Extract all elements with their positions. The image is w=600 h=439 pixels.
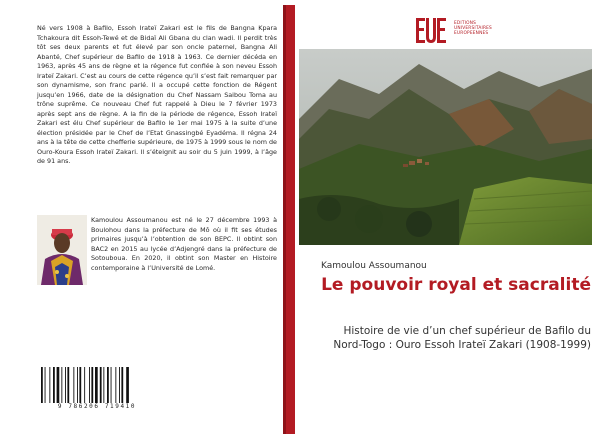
back-cover (3, 5, 283, 434)
author-bio: Kamoulou Assoumanou est né le 27 décembre 1993 à Boulohou dans la préfecture de Mô où il fit ses études primaires jusqu’à l’obtention de son BEPC. Il obtint son BAC2 en 2015 au lycée d’Adjengré dans la préfecture de Sotouboua. En 2020, il obtint son Master en Histoire contemporaine à l’Université de Lomé. (91, 216, 277, 272)
book-title: Le pouvoir royal et sacralité (321, 275, 591, 295)
front-cover (295, 5, 597, 434)
publisher-name-line: UNIVERSITAIRES (454, 26, 492, 32)
cover-author-name: Kamoulou Assoumanou (321, 261, 427, 271)
publisher-name-line: EDITIONS (454, 21, 477, 26)
spine-shadow (283, 5, 286, 434)
publisher-name-line: EUROPEENNES (454, 31, 489, 37)
book-subtitle: Histoire de vie d’un chef supérieur de Bafilo du Nord-Togo : Ouro Essoh Irateï Zakari (1908-1999) (333, 325, 591, 351)
publisher-name (454, 21, 492, 37)
barcode (39, 367, 155, 403)
back-cover-summary: Né vers 1908 à Bafilo, Essoh Irateï Zakari est le fils de Bangna Kpara Tchakoura dit Essoh-Tewé et de Bidaï Ali Gbana du clan wadi. Il perdit très tôt ses deux parents et fut élevé par son oncle paternel, Bangna Ali Abanté, Chef supérieur de Bafilo de 1918 à 1963. Ce dernier décéda en 1963, après 45 ans de règne et la régence fut confiée à son neveu Essoh Irateï Zakari. C’est au cours de cette régence qu’il s’est fait remarquer par son dynamisme, son franc parlé. Il a occupé cette fonction de Régent jusqu’en 1966, date de la désignation du Chef Nassam Saibou Toma au trône suprême. Ce nouveau Chef fut rappelé à Dieu le 7 février 1973 après sept ans de règne. A la fin de la période de régence, Essoh Irateï Zakari est élu Chef supérieur de Bafilo le 1er mai 1975 à la suite d’une élection présidée par le Chef de l’Etat Gnassingbé Eyadéma. Il régna 24 ans à la tête de cette chefferie supérieure, de 1975 à 1999 sous le nom de Ouro-Koura Essoh Irateï Zakari. Il s’éteignit au soir du 5 juin 1999, à l’âge de 91 ans. (37, 24, 277, 165)
barcode-digits: 9 786206 719410 (57, 403, 137, 410)
author-photo (37, 215, 87, 285)
cover-photo-mountain-landscape (299, 49, 592, 245)
publisher-logo-icon (416, 18, 446, 43)
